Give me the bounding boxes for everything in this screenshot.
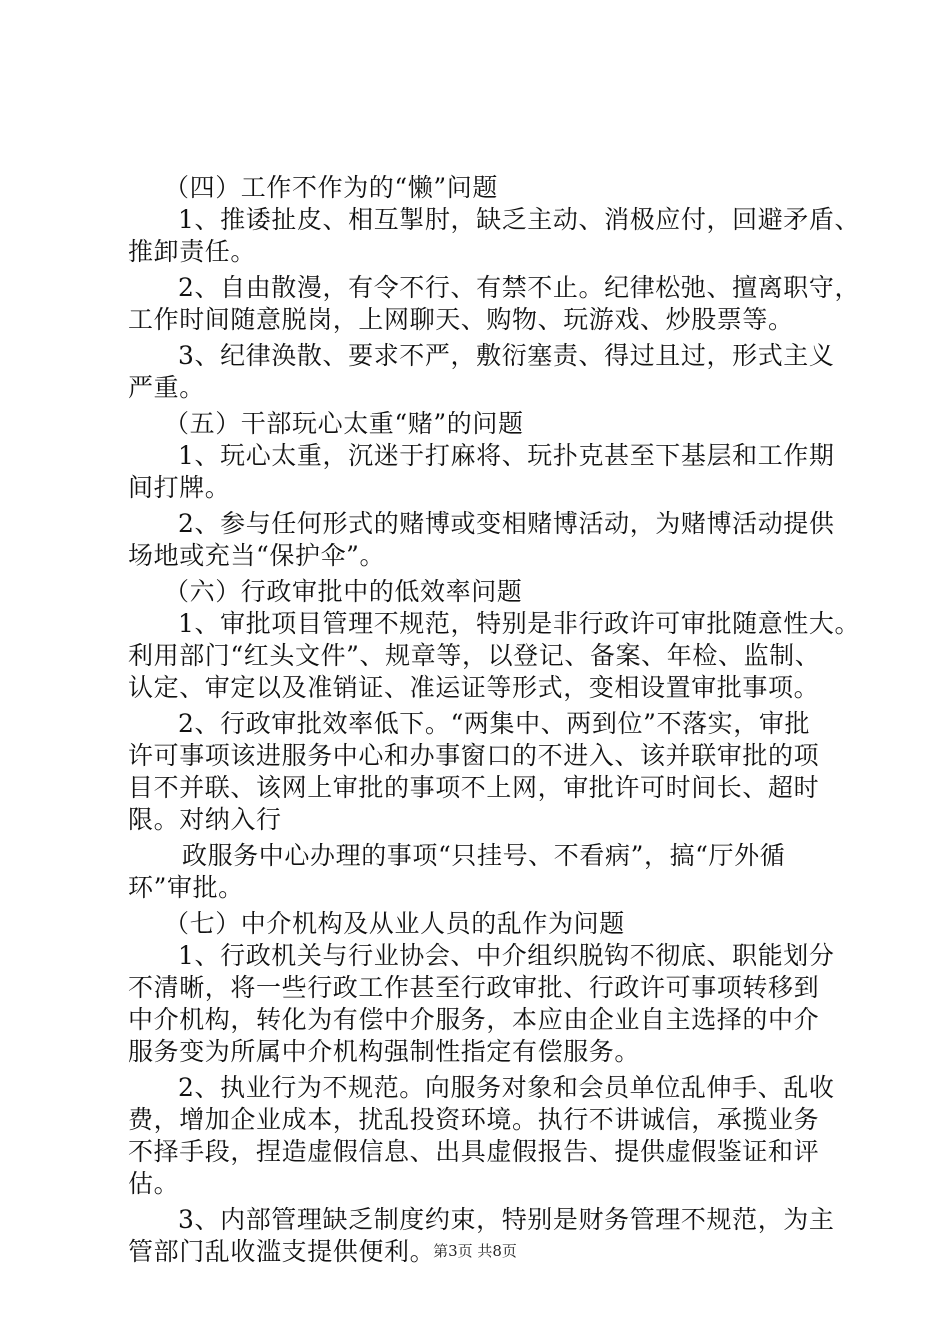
page-footer <box>0 1240 950 1261</box>
paragraph-line: 政服务中心办理的事项“只挂号、不看病”，搞“厅外循 <box>182 841 786 870</box>
paragraph-line: 场地或充当“保护伞”。 <box>128 541 386 570</box>
paragraph-line: 限。对纳入行 <box>128 805 282 834</box>
paragraph-line: 2、行政审批效率低下。“两集中、两到位”不落实，审批 <box>178 709 811 738</box>
paragraph-line: 认定、审定以及准销证、准运证等形式，变相设置审批事项。 <box>128 673 820 702</box>
paragraph-line: 1、审批项目管理不规范，特别是非行政许可审批随意性大。 <box>178 609 861 638</box>
paragraph-line: 3、内部管理缺乏制度约束，特别是财务管理不规范，为主 <box>178 1205 835 1234</box>
paragraph-line: 2、自由散漫，有令不行、有禁不止。纪律松弛、擅离职守， <box>178 273 861 302</box>
paragraph-line: 中介机构，转化为有偿中介服务，本应由企业自主选择的中介 <box>128 1005 820 1034</box>
paragraph-line: 2、参与任何形式的赌博或变相赌博活动，为赌博活动提供 <box>178 509 835 538</box>
section-heading-5: （五）干部玩心太重“赌”的问题 <box>164 409 524 438</box>
paragraph-line: 间打牌。 <box>128 473 231 502</box>
section-heading-4: （四）工作不作为的“懒”问题 <box>164 173 498 202</box>
paragraph-line: 3、纪律涣散、要求不严，敷衍塞责、得过且过，形式主义 <box>178 341 835 370</box>
paragraph-line: 环”审批。 <box>128 873 244 902</box>
paragraph-line: 利用部门“红头文件”、规章等，以登记、备案、年检、监制、 <box>128 641 821 670</box>
paragraph-line: 服务变为所属中介机构强制性指定有偿服务。 <box>128 1037 641 1066</box>
section-heading-7: （七）中介机构及从业人员的乱作为问题 <box>164 909 625 938</box>
paragraph-line: 估。 <box>128 1169 180 1198</box>
page-number-label: 第3页 共8页 <box>433 1242 517 1260</box>
paragraph-line: 费，增加企业成本，扰乱投资环境。执行不讲诚信，承揽业务 <box>128 1105 820 1134</box>
paragraph-line: 管部门乱收滥支提供便利。 <box>128 1237 436 1266</box>
paragraph-line: 严重。 <box>128 373 205 402</box>
paragraph-line: 推卸责任。 <box>128 237 257 266</box>
paragraph-line: 1、推诿扯皮、相互掣肘，缺乏主动、消极应付，回避矛盾、 <box>178 205 861 234</box>
paragraph-line: 目不并联、该网上审批的事项不上网，审批许可时间长、超时 <box>128 773 820 802</box>
paragraph-line: 工作时间随意脱岗，上网聊天、购物、玩游戏、炒股票等。 <box>128 305 794 334</box>
paragraph-line: 许可事项该进服务中心和办事窗口的不进入、该并联审批的项 <box>128 741 820 770</box>
paragraph-line: 不择手段，捏造虚假信息、出具虚假报告、提供虚假鉴证和评 <box>128 1137 820 1166</box>
paragraph-line: 1、行政机关与行业协会、中介组织脱钩不彻底、职能划分 <box>178 941 835 970</box>
paragraph-line: 不清晰，将一些行政工作甚至行政审批、行政许可事项转移到 <box>128 973 820 1002</box>
document-body <box>128 172 861 1268</box>
paragraph-line: 2、执业行为不规范。向服务对象和会员单位乱伸手、乱收 <box>178 1073 835 1102</box>
section-heading-6: （六）行政审批中的低效率问题 <box>164 577 523 606</box>
paragraph-line: 1、玩心太重，沉迷于打麻将、玩扑克甚至下基层和工作期 <box>178 441 835 470</box>
